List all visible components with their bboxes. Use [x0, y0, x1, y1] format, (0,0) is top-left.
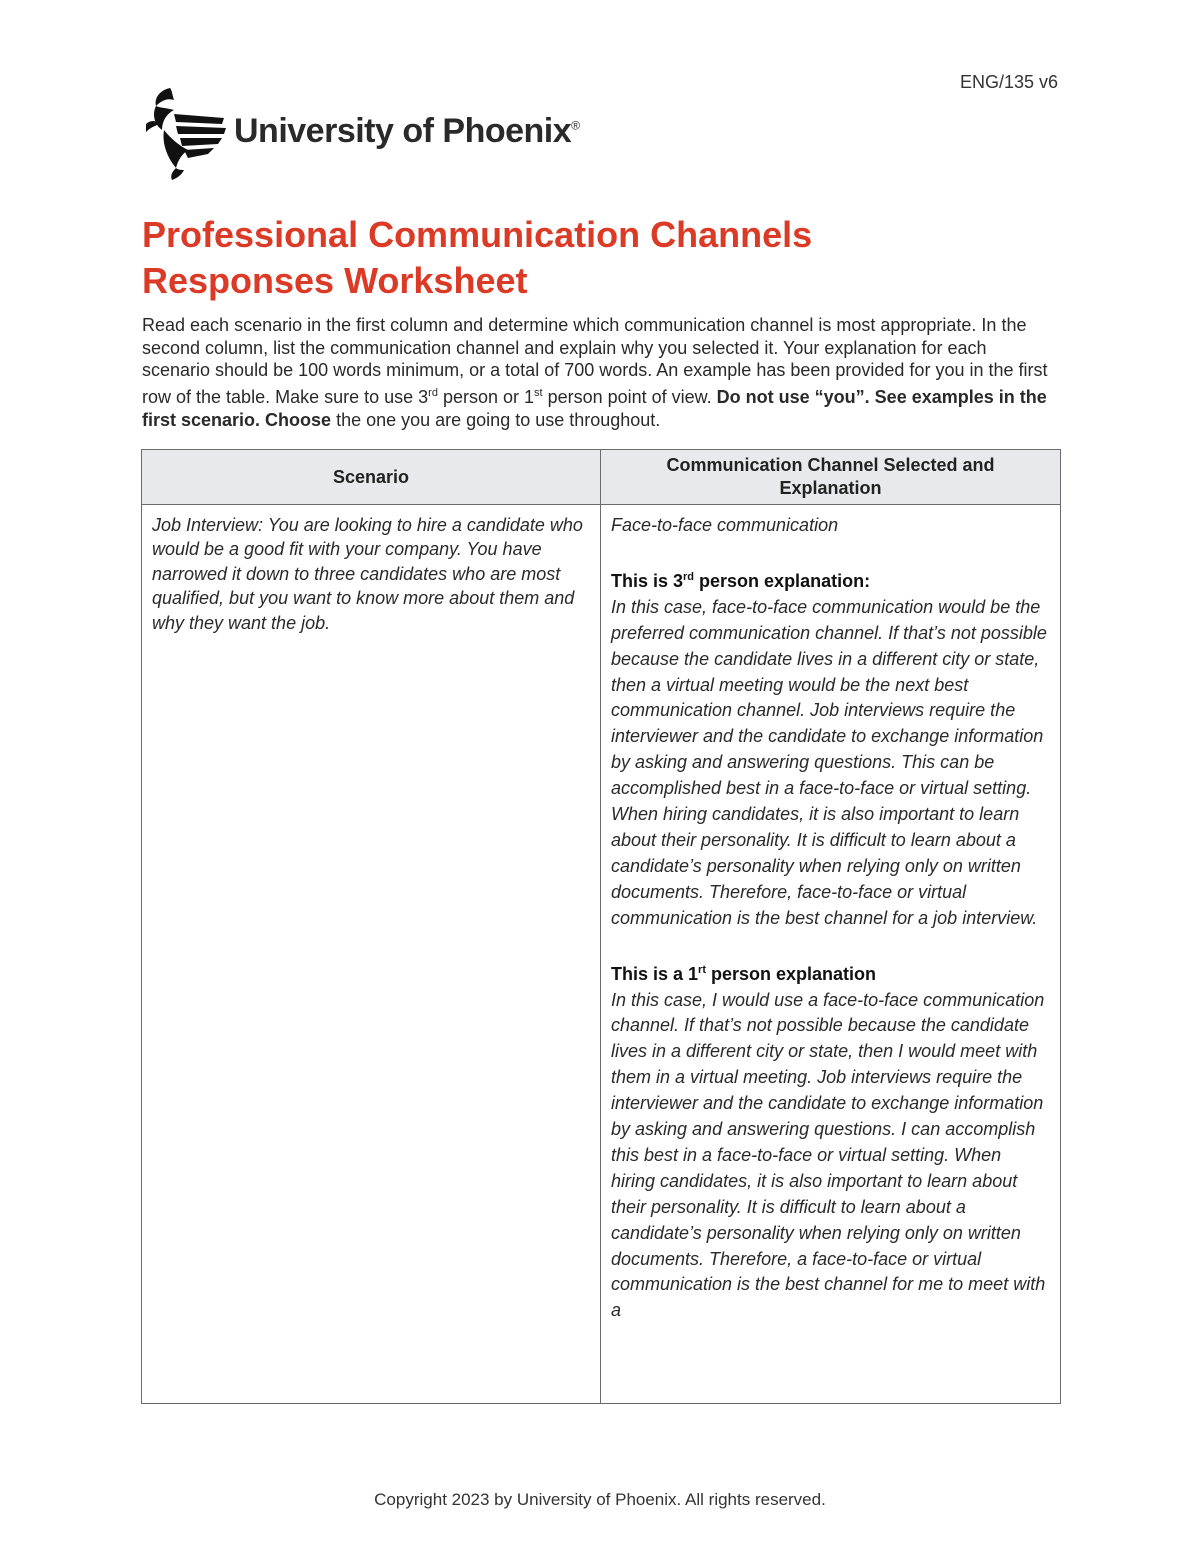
channel-name: Face-to-face communication	[611, 515, 839, 535]
first-person-heading: This is a $1^{rt}$ person explanation	[611, 963, 877, 984]
title-line-1: Professional Communication Channels	[142, 214, 813, 255]
third-person-heading: This is 3rd person explanation:	[611, 570, 871, 591]
column-header-scenario: Scenario	[142, 450, 601, 505]
third-person-explanation: In this case, face-to-face communication would be the preferred communication channel. If that’s not possible because the candidate lives in a different city or state, then a virtual meeting would be the next best communication channel. Job interviews require the interviewer and the candidate to exchange information by asking and answering questions. This can be accomplished best in a face-to-face or virtual setting. When hiring candidates, it is also important to learn about their personality. It is difficult to learn about a candidate’s personality when relying only on written documents. Therefore, face-to-face or virtual communication is the best channel for a job interview.	[611, 596, 1047, 928]
scenario-cell: Job Interview: You are looking to hire a candidate who would be a good fit with your company. You have narrowed it down to three candidates who are most qualified, but you want to know more about them and why they want the job.	[142, 505, 601, 1404]
page-title	[142, 212, 1062, 304]
logo-text: University of Phoenix®	[234, 112, 580, 150]
university-logo	[142, 84, 580, 180]
instructions-paragraph: Read each scenario in the first column and determine which communication channel is most appropriate. In the second column, list the communication channel and explain why you selected it. Your explanation for each scenario should be 100 words minimum, or a total of 700 words. An example has been provided for you in the first row of the table. Make sure to use 3rd person or 1st person point of view. Do not use “you”. See examples in the first scenario. Choose the one you are going to use throughout.	[142, 315, 1048, 430]
table-header-row	[142, 450, 1061, 505]
copyright-footer: Copyright 2023 by University of Phoenix. All rights reserved.	[374, 1490, 826, 1509]
first-person-explanation: In this case, I would use a face-to-face communication channel. If that’s not possible because the candidate lives in a different city or state, then I would meet with them in a virtual meeting. Job interviews require the interviewer and the candidate to exchange information by asking and answering questions. I can accomplish this best in a face-to-face or virtual setting. When hiring candidates, it is also important to learn about their personality. It is difficult to learn about a candidate’s personality when relying only on written documents. Therefore, a face-to-face or virtual communication is the best channel for me to meet with a	[611, 989, 1046, 1321]
course-code: ENG/135 v6	[959, 72, 1058, 92]
column-header-channel: Communication Channel Selected and Explanation	[601, 450, 1061, 505]
title-line-2: Responses Worksheet	[142, 260, 528, 301]
response-cell	[601, 505, 1061, 1404]
phoenix-bird-icon	[142, 84, 228, 180]
table-row	[142, 505, 1061, 1404]
scenario-table	[141, 449, 1061, 1404]
